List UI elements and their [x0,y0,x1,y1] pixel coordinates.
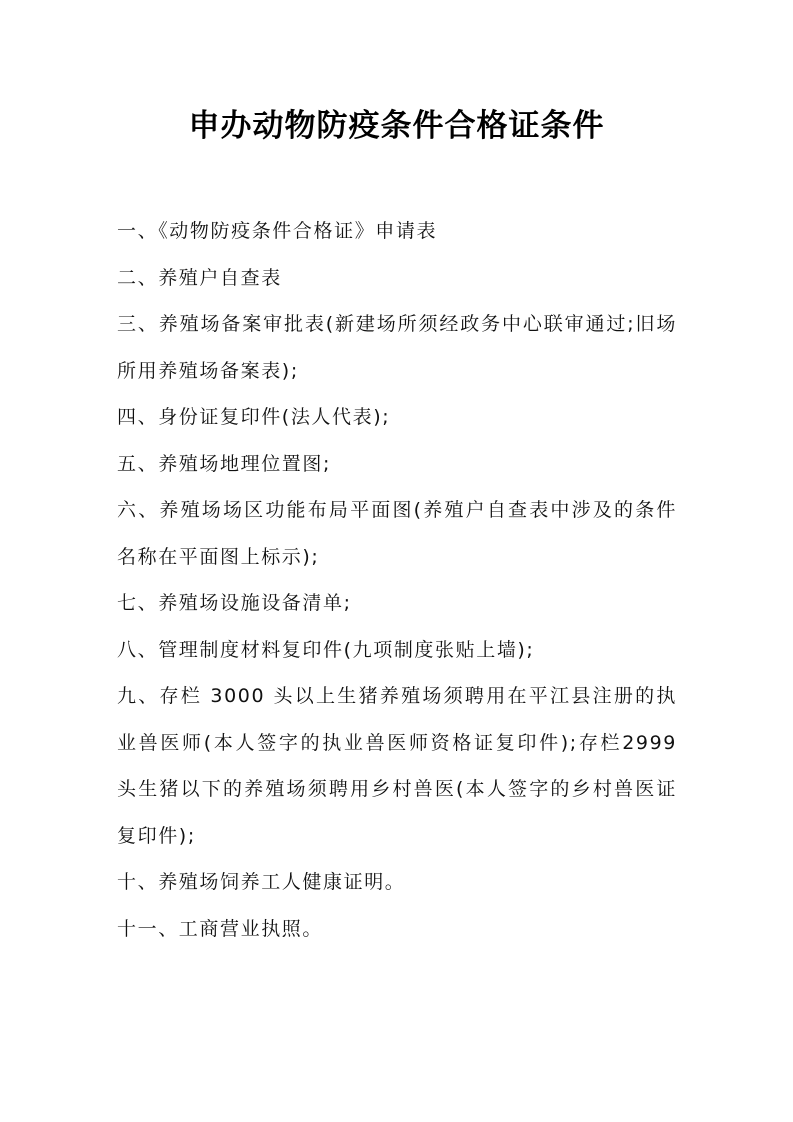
list-item-8: 八、管理制度材料复印件(九项制度张贴上墙); [117,638,535,661]
list-item-5: 五、养殖场地理位置图; [117,452,332,475]
list-item-11: 十一、工商营业执照。 [117,917,324,940]
document-title: 申办动物防疫条件合格证条件 [188,108,605,144]
document-body [117,208,677,952]
list-item-2: 二、养殖户自查表 [117,266,282,289]
list-item-9: 九、存栏 3000 头以上生猪养殖场须聘用在平江县注册的执业兽医师(本人签字的执业兽医师资格证复印件);存栏2999 头生猪以下的养殖场须聘用乡村兽医(本人签字的乡村兽医证复印件); [117,685,677,847]
list-item-7: 七、养殖场设施设备清单; [117,592,352,614]
list-item-10: 十、养殖场饲养工人健康证明。 [117,871,406,893]
list-item-1: 一、《动物防疫条件合格证》申请表 [117,220,438,242]
list-item-4: 四、身份证复印件(法人代表); [117,406,391,428]
list-item-6: 六、养殖场场区功能布局平面图(养殖户自查表中涉及的条件名称在平面图上标示); [117,499,677,568]
list-item-3: 三、养殖场备案审批表(新建场所须经政务中心联审通过;旧场所用养殖场备案表); [117,313,677,382]
